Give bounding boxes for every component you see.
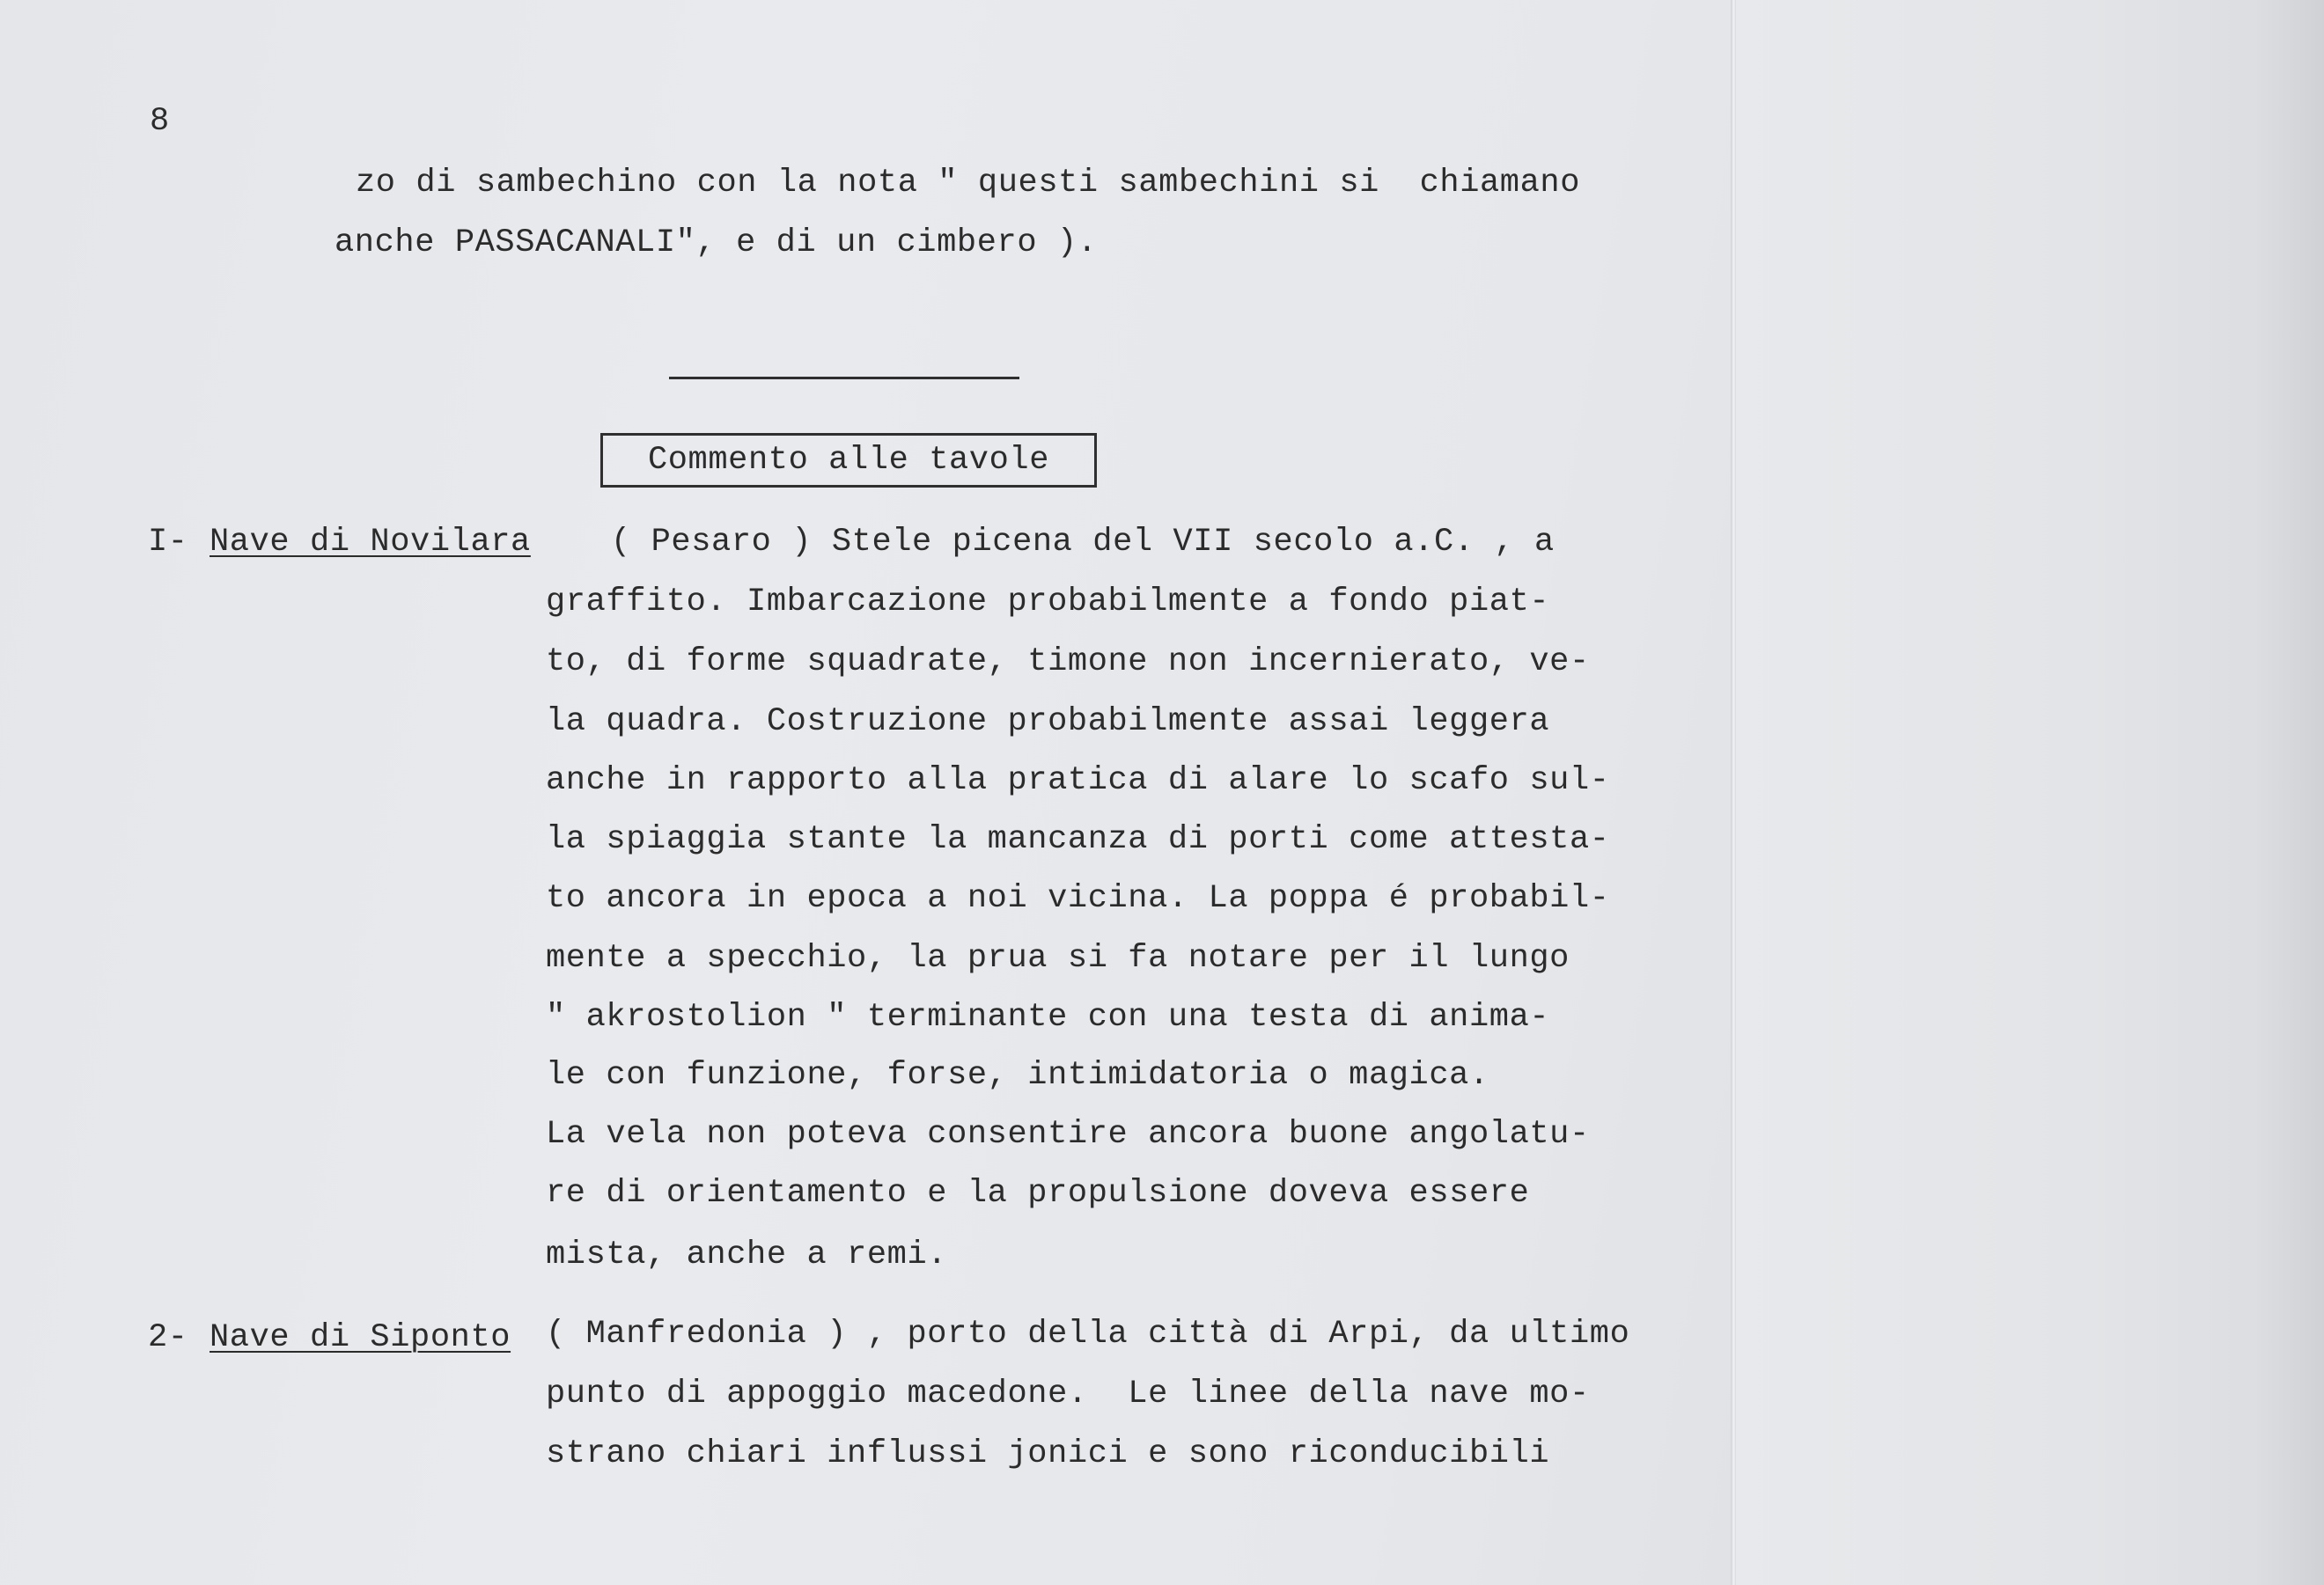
- section-title: Commento alle tavole: [600, 433, 1097, 488]
- entry-first-line: ( Manfredonia ) , porto della città di Arpi, da ultimo: [546, 1316, 1630, 1353]
- entry-marker: 2-: [148, 1319, 188, 1356]
- entry-marker: I-: [148, 524, 188, 561]
- entry-line: mente a specchio, la prua si fa notare per il lungo: [546, 940, 1570, 977]
- next-page-strip: [1736, 0, 2324, 1585]
- page-number: 8: [150, 103, 170, 140]
- intro-line: zo di sambechino con la nota " questi sambechini si chiamano: [356, 165, 1581, 202]
- entry-title: Nave di Novilara: [210, 524, 531, 561]
- entry-line: re di orientamento e la propulsione doveva essere: [546, 1175, 1530, 1212]
- entry-line: la quadra. Costruzione probabilmente assai leggera: [546, 703, 1550, 740]
- separator-rule: [669, 377, 1019, 379]
- entry-line: le con funzione, forse, intimidatoria o magica.: [546, 1057, 1489, 1094]
- entry-line: punto di appoggio macedone. Le linee della nave mo-: [546, 1376, 1590, 1413]
- entry-first-line: ( Pesaro ) Stele picena del VII secolo a.C. , a: [611, 524, 1555, 561]
- entry-line: to ancora in epoca a noi vicina. La poppa é probabil-: [546, 880, 1610, 917]
- intro-line: anche PASSACANALI", e di un cimbero ).: [335, 224, 1098, 261]
- entry-title: Nave di Siponto: [210, 1319, 511, 1356]
- entry-line: la spiaggia stante la mancanza di porti come attesta-: [546, 821, 1610, 858]
- next-page-edge: [2254, 0, 2324, 1585]
- entry-line: anche in rapporto alla pratica di alare lo scafo sul-: [546, 762, 1610, 799]
- entry-line: La vela non poteva consentire ancora buone angolatu-: [546, 1116, 1590, 1153]
- entry-line: graffito. Imbarcazione probabilmente a fondo piat-: [546, 583, 1550, 620]
- entry-line: mista, anche a remi.: [546, 1236, 948, 1273]
- entry-line: strano chiari influssi jonici e sono riconducibili: [546, 1435, 1550, 1472]
- entry-line: to, di forme squadrate, timone non incernierato, ve-: [546, 643, 1590, 680]
- entry-line: " akrostolion " terminante con una testa di anima-: [546, 999, 1550, 1036]
